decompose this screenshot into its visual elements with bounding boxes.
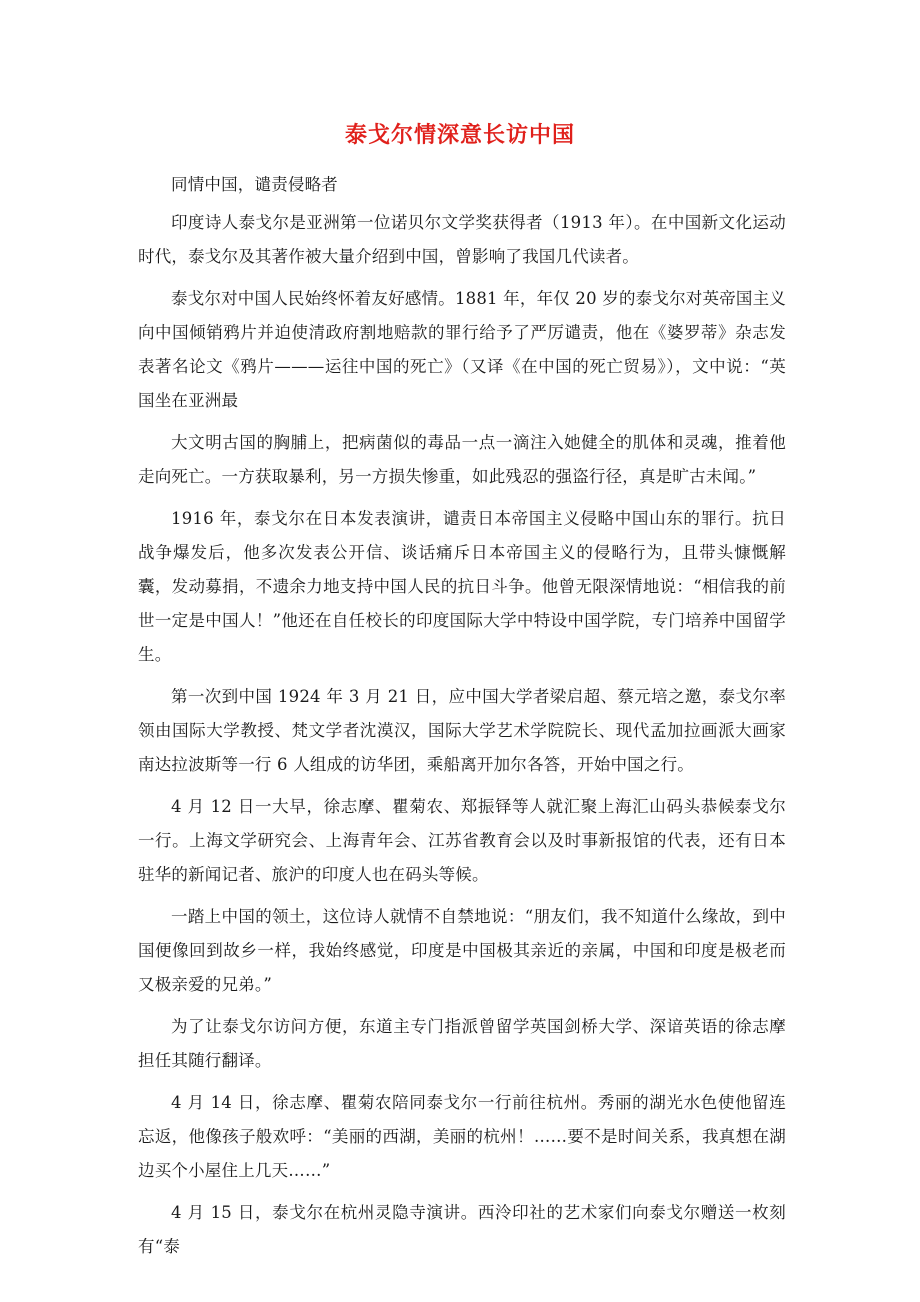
paragraph: 4 月 12 日一大早，徐志摩、瞿菊农、郑振铎等人就汇聚上海汇山码头恭候泰戈尔一行。上海文学研究会、上海青年会、江苏省教育会以及时事新报馆的代表，还有日本驻华的新闻记者、旅沪的印度人也在码头等候。: [138, 797, 786, 884]
paragraph: 4 月 15 日，泰戈尔在杭州灵隐寺演讲。西泠印社的艺术家们向泰戈尔赠送一枚刻有“泰: [138, 1203, 786, 1256]
paragraph: 为了让泰戈尔访问方便，东道主专门指派曾留学英国剑桥大学、深谙英语的徐志摩担任其随行翻译。: [138, 1017, 786, 1070]
paragraph: 印度诗人泰戈尔是亚洲第一位诺贝尔文学奖获得者（1913 年）。在中国新文化运动时代，泰戈尔及其著作被大量介绍到中国，曾影响了我国几代读者。: [138, 213, 786, 266]
document-title: 泰戈尔情深意长访中国: [344, 122, 575, 148]
paragraph: 一踏上中国的领土，这位诗人就情不自禁地说：“朋友们，我不知道什么缘故，到中国便像回到故乡一样，我始终感觉，印度是中国极其亲近的亲属，中国和印度是极老而又极亲爱的兄弟。”: [138, 907, 786, 994]
paragraph: 1916 年，泰戈尔在日本发表演讲，谴责日本帝国主义侵略中国山东的罪行。抗日战争爆发后，他多次发表公开信、谈话痛斥日本帝国主义的侵略行为，且带头慷慨解囊，发动募捐，不遗余力地支持中国人民的抗日斗争。他曾无限深情地说：“相信我的前世一定是中国人！”他还在自任校长的印度国际大学中特设中国学院，专门培养中国留学生。: [138, 509, 786, 664]
paragraph-subheading: 同情中国，谴责侵略者: [171, 175, 338, 194]
paragraph: 第一次到中国 1924 年 3 月 21 日，应中国大学者梁启超、蔡元培之邀，泰戈尔率领由国际大学教授、梵文学者沈漠汉，国际大学艺术学院院长、现代孟加拉画派大画家南达拉波斯等一行 6 人组成的访华团，乘船离开加尔各答，开始中国之行。: [138, 687, 786, 774]
document-body: [138, 168, 786, 1272]
paragraph: 大文明古国的胸脯上，把病菌似的毒品一点一滴注入她健全的肌体和灵魂，推着他走向死亡。一方获取暴利，另一方损失惨重，如此残忍的强盗行径，真是旷古未闻。”: [138, 433, 786, 486]
paragraph: 泰戈尔对中国人民始终怀着友好感情。1881 年，年仅 20 岁的泰戈尔对英帝国主义向中国倾销鸦片并迫使清政府割地赔款的罪行给予了严厉谴责，他在《婆罗蒂》杂志发表著名论文《鸦片———运往中国的死亡》（又译《在中国的死亡贸易》），文中说：“英国坐在亚洲最: [138, 289, 786, 410]
paragraph: 4 月 14 日，徐志摩、瞿菊农陪同泰戈尔一行前往杭州。秀丽的湖光水色使他留连忘返，他像孩子般欢呼：“美丽的西湖，美丽的杭州！……要不是时间关系，我真想在湖边买个小屋住上几天……”: [138, 1093, 786, 1180]
